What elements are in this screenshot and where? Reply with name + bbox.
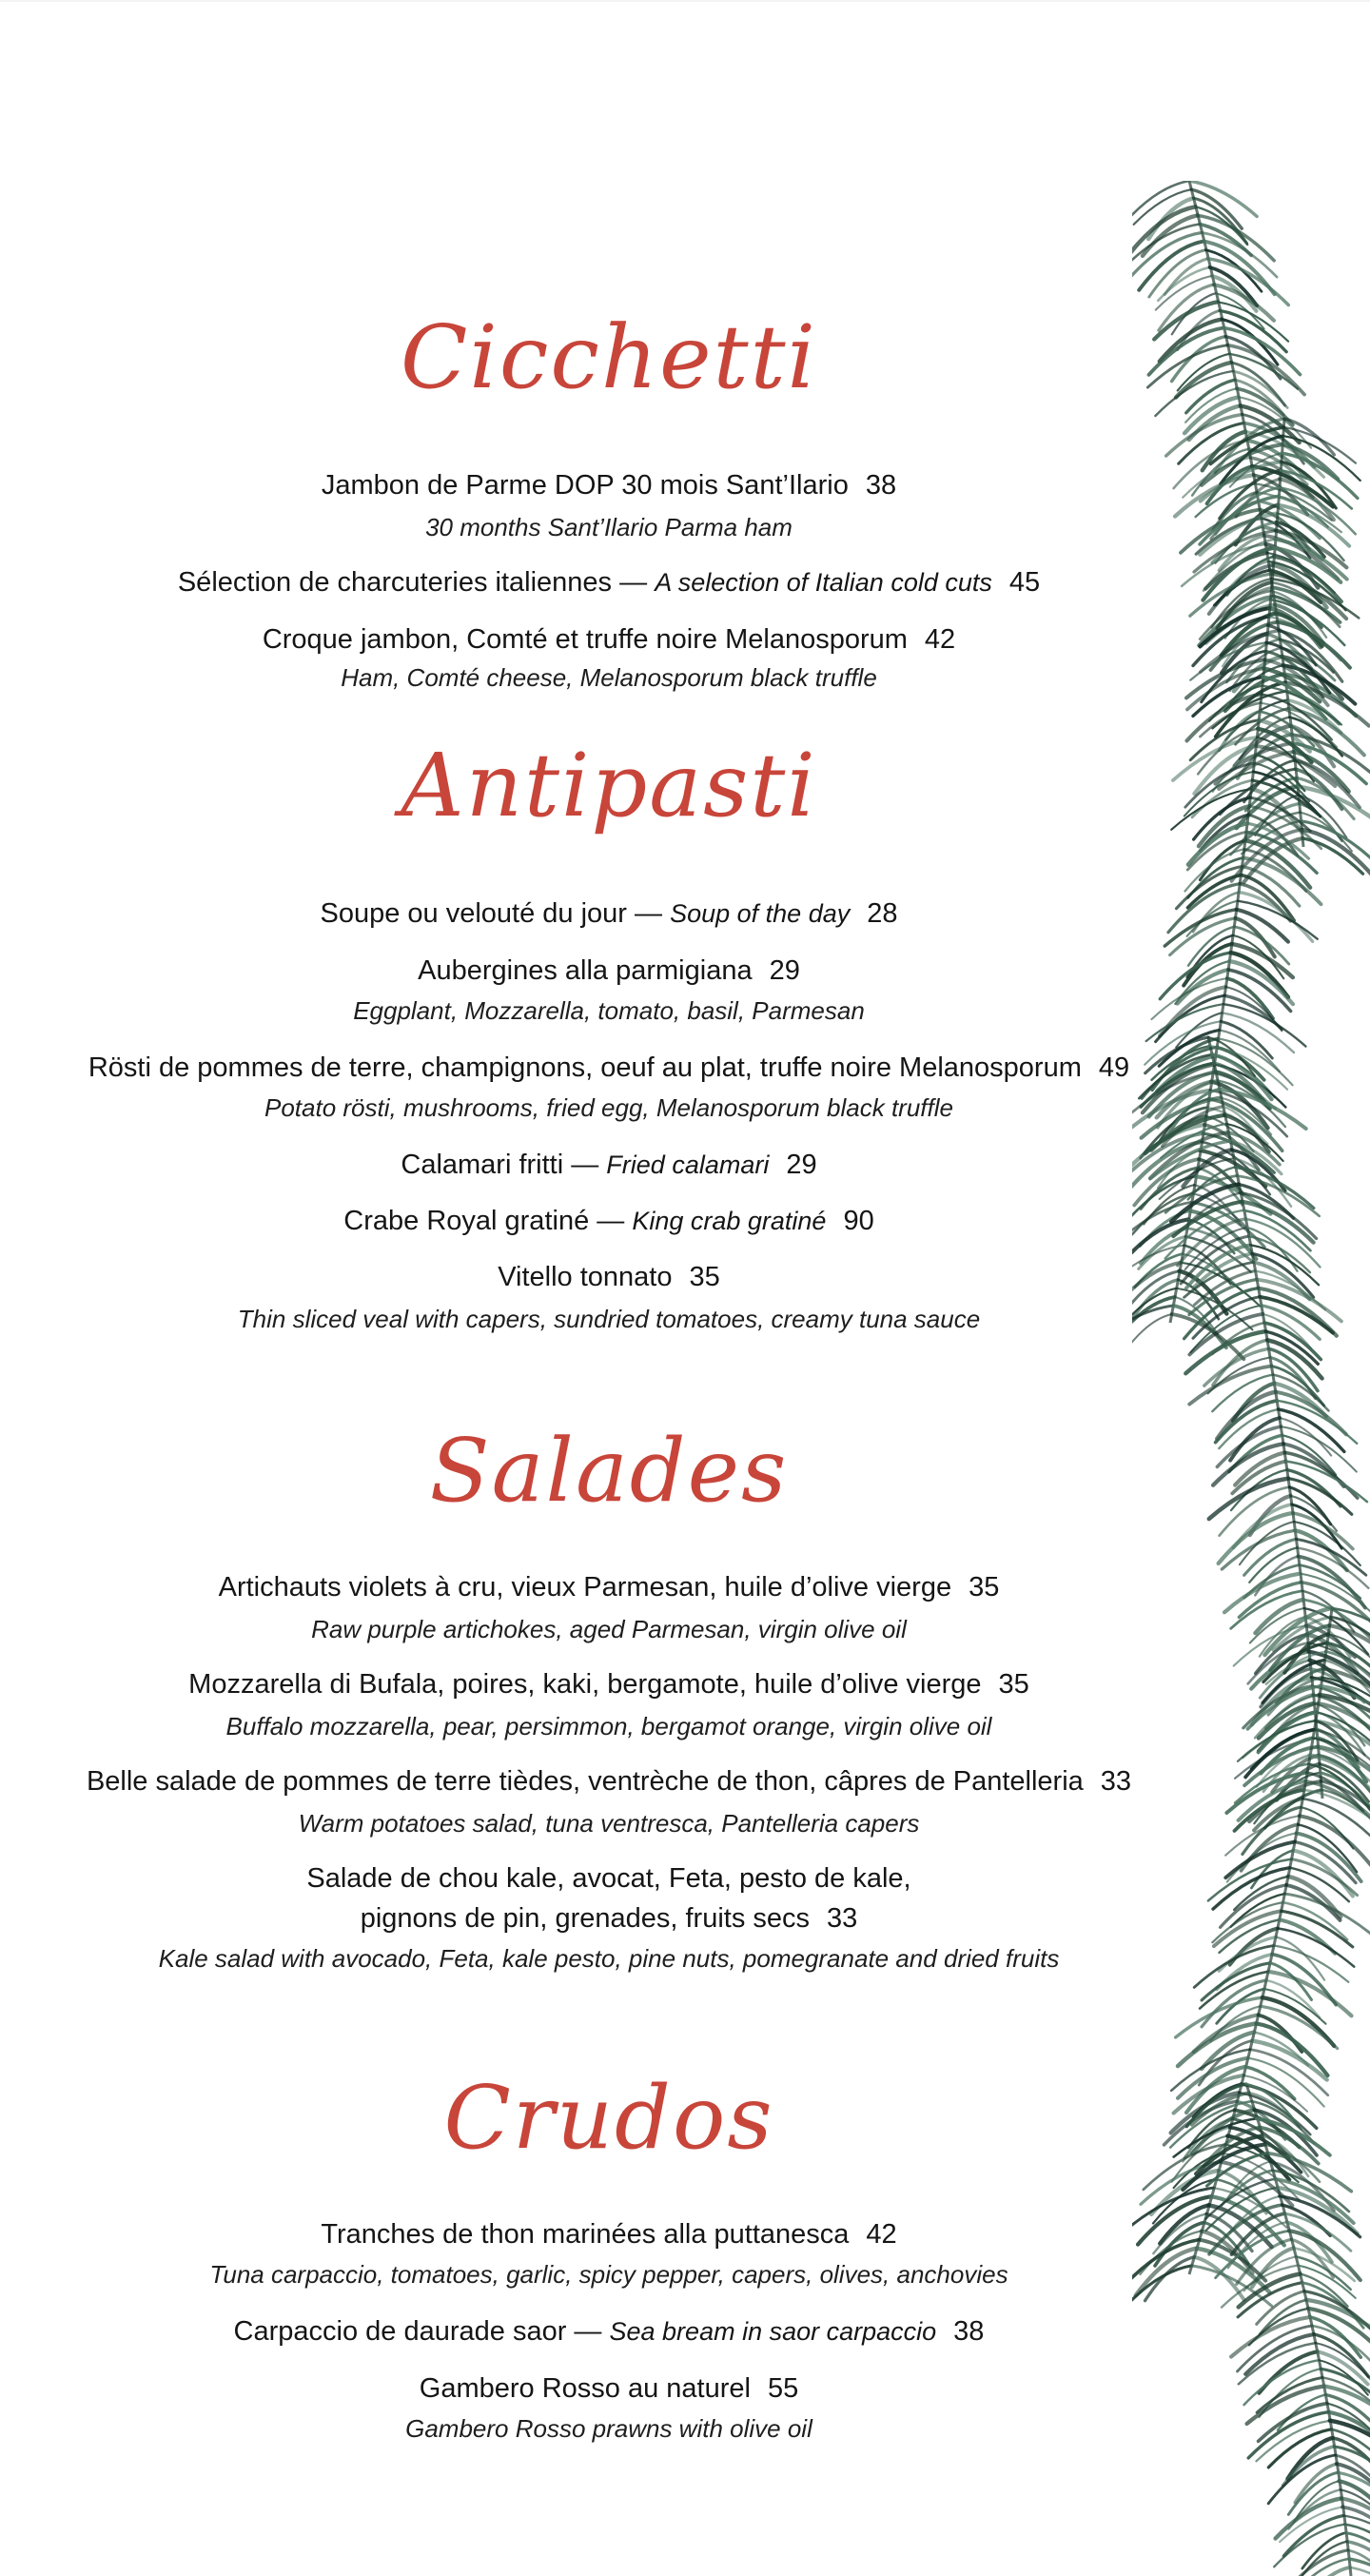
menu-item-name: Sélection de charcuteries italiennes — A selection of Italian cold cuts 45	[177, 567, 1041, 598]
menu-item-name: Jambon de Parme DOP 30 mois Sant’Ilario 38	[321, 470, 897, 501]
menu-item-price: 29	[769, 955, 800, 986]
menu-item-description: Warm potatoes salad, tuna ventresca, Pantelleria capers	[298, 1809, 920, 1838]
top-divider	[0, 0, 1370, 2]
menu-item-price: 35	[998, 1669, 1029, 1700]
menu-item-translation: King crab gratiné	[632, 1207, 827, 1235]
menu-item-translation: Soup of the day	[670, 899, 851, 928]
menu-item-name: Gambero Rosso au naturel 55	[419, 2373, 799, 2404]
menu-item-name: Soupe ou velouté du jour — Soup of the day 28	[320, 898, 898, 929]
menu-item-name-continued: pignons de pin, grenades, fruits secs 33	[360, 1903, 858, 1934]
menu-item-price: 45	[1008, 567, 1041, 598]
menu-item-name: Carpaccio de daurade saor — Sea bream in saor carpaccio 38	[233, 2316, 985, 2347]
menu-item-name: Belle salade de pommes de terre tièdes, ventrèche de thon, câpres de Pantelleria 33	[86, 1766, 1132, 1797]
menu-item-price: 42	[866, 2219, 897, 2250]
menu-item-price: 42	[924, 624, 956, 655]
menu-item-price: 29	[786, 1150, 817, 1180]
menu-item-price: 33	[1100, 1766, 1132, 1797]
menu-item-translation: A selection of Italian cold cuts	[655, 568, 992, 597]
menu-item-description: Raw purple artichokes, aged Parmesan, virgin olive oil	[311, 1615, 907, 1643]
menu-item-price: 55	[767, 2373, 799, 2404]
menu-item-price: 38	[865, 470, 897, 501]
menu-item-name: Artichauts violets à cru, vieux Parmesan, huile d’olive vierge 35	[218, 1572, 1000, 1603]
menu-item-price: 35	[969, 1572, 1000, 1603]
menu-item-name: Salade de chou kale, avocat, Feta, pesto de kale,	[306, 1863, 911, 1894]
menu-item-description: Eggplant, Mozzarella, tomato, basil, Parmesan	[353, 996, 865, 1025]
menu-item-translation: Fried calamari	[606, 1150, 770, 1179]
section-title-antipasti: Antipasti	[401, 735, 817, 836]
menu-item-price: 38	[953, 2316, 985, 2347]
menu-item-description: Kale salad with avocado, Feta, kale pesto, pine nuts, pomegranate and dried fruits	[158, 1944, 1060, 1973]
menu-item-price: 28	[867, 898, 898, 929]
menu-item-price: 90	[843, 1206, 874, 1236]
menu-item-name: Vitello tonnato 35	[498, 1262, 720, 1292]
menu-item-description: Buffalo mozzarella, pear, persimmon, bergamot orange, virgin olive oil	[225, 1712, 992, 1740]
menu-item-name: Calamari fritti — Fried calamari 29	[401, 1150, 817, 1180]
menu-item-description: Ham, Comté cheese, Melanosporum black truffle	[341, 663, 877, 692]
section-title-salades: Salades	[429, 1420, 789, 1522]
menu-item-price: 49	[1098, 1052, 1130, 1083]
menu-item-price: 33	[827, 1903, 858, 1934]
menu-item-price: 35	[689, 1262, 720, 1292]
menu-item-description: Gambero Rosso prawns with olive oil	[405, 2414, 812, 2443]
menu-item-translation: Sea bream in saor carpaccio	[609, 2317, 937, 2346]
menu-item-description: Thin sliced veal with capers, sundried tomatoes, creamy tuna sauce	[237, 1305, 981, 1333]
section-title-cicchetti: Cicchetti	[401, 306, 817, 408]
menu-item-name: Croque jambon, Comté et truffe noire Melanosporum 42	[262, 624, 956, 655]
menu-item-name: Crabe Royal gratiné — King crab gratiné 90	[343, 1206, 874, 1236]
menu-item-name: Tranches de thon marinées alla puttanesca 42	[321, 2219, 897, 2250]
menu-item-name: Mozzarella di Bufala, poires, kaki, bergamote, huile d’olive vierge 35	[188, 1669, 1029, 1700]
menu-item-name: Rösti de pommes de terre, champignons, oeuf au plat, truffe noire Melanosporum 49	[88, 1052, 1130, 1083]
menu-item-description: Tuna carpaccio, tomatoes, garlic, spicy pepper, capers, olives, anchovies	[209, 2260, 1008, 2289]
menu-item-description: 30 months Sant’Ilario Parma ham	[425, 513, 793, 541]
section-title-crudos: Crudos	[443, 2067, 774, 2169]
menu-item-name: Aubergines alla parmigiana 29	[418, 955, 800, 986]
menu-item-description: Potato rösti, mushrooms, fried egg, Melanosporum black truffle	[264, 1093, 953, 1122]
